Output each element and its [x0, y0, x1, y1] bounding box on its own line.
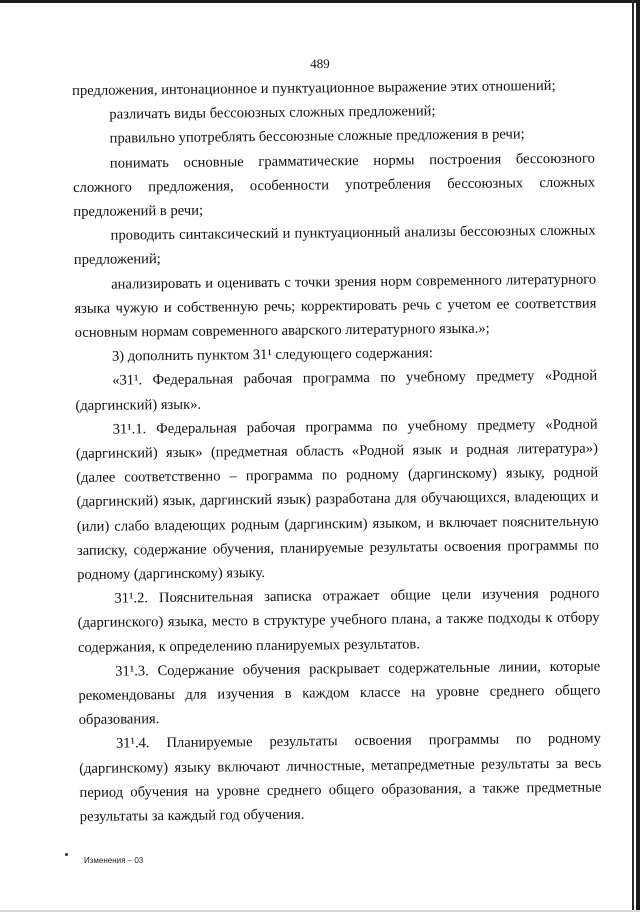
footer-revision: Изменения – 03 — [84, 856, 144, 865]
scan-border-right-inner — [632, 0, 634, 912]
paragraph-11: 31¹.4. Планируемые результаты освоения программы по родному (даргинскому) языку включают личностные, метапредметные результаты за весь период обучения на уровне среднего общего образования, а также предметные результаты за каждый год обучения. — [79, 730, 602, 826]
paragraph-8: 31¹.1. Федеральная рабочая программа по учебному предмету «Родной (даргинский) язык» (предметная область «Родной язык и родная литература») (далее соответственно – программа по родному (даргинскому) языку, родной (даргинский) язык, даргинский язык) разработана для обучающихся, владеющих и (или) слабо владеющих родным (даргинским) языком, и включает пояснительную записку, содержание обучения, планируемые результаты освоения программы по родному (даргинскому) языку. — [75, 416, 599, 584]
scan-border-right — [636, 0, 640, 912]
paragraph-7: «31¹. Федеральная рабочая программа по учебному предмету «Родной (даргинский) язык». — [75, 367, 598, 414]
paragraph-5: анализировать и оценивать с точки зрения норм современного литературного языка чужую и собственную речь; корректировать речь с учетом ее соответствия основным нормам современного аварского литературного языка.»; — [74, 271, 597, 342]
footer-mark — [65, 853, 68, 856]
scan-border-top — [0, 0, 640, 3]
paragraph-9: 31¹.2. Пояснительная записка отражает общие цели изучения родного (даргинского) языка, место в структуре учебного плана, а также подходы к отбору содержания, к определению планируемых результатов. — [77, 585, 600, 656]
paragraph-4: проводить синтаксический и пунктуационный анализы бессоюзных сложных предложений; — [73, 222, 596, 269]
paragraph-2: правильно употреблять бессоюзные сложные предложения в речи; — [109, 126, 525, 148]
page-number: 489 — [310, 55, 330, 72]
paragraph-0: предложения, интонационное и пунктуационное выражение этих отношений; — [72, 77, 556, 99]
document-body — [72, 74, 602, 830]
paragraph-6: 3) дополнить пунктом 31¹ следующего содержания: — [111, 345, 433, 365]
paragraph-1: различать виды бессоюзных сложных предложений; — [109, 103, 436, 123]
paragraph-3: понимать основные грамматические нормы построения бессоюзного сложного предложения, особенности употребления бессоюзных сложных предложений в речи; — [73, 150, 596, 221]
paragraph-10: 31¹.3. Содержание обучения раскрывает содержательные линии, которые рекомендованы для изучения в каждом классе на уровне среднего общего образования. — [78, 658, 601, 729]
